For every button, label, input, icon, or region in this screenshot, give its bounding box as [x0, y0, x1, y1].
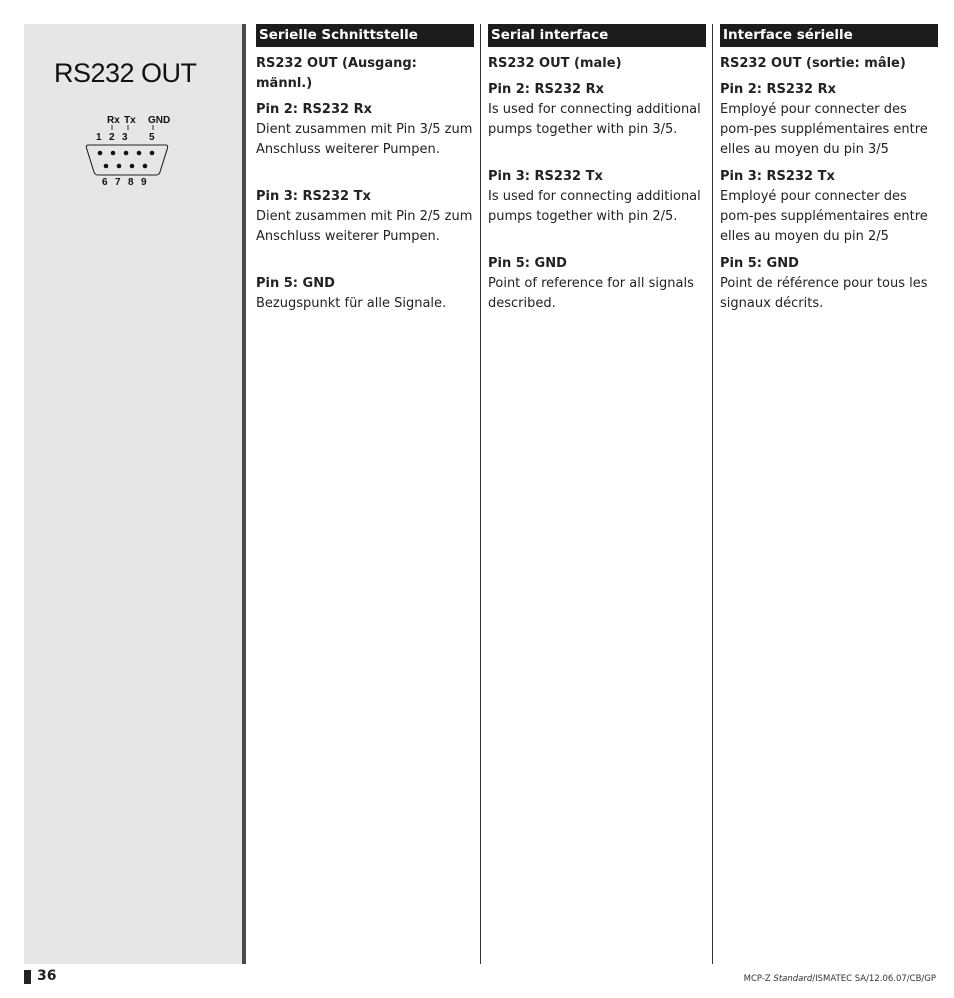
- page-marker: [24, 970, 31, 984]
- pin-dot: [137, 151, 142, 156]
- pin5-title: Pin 5: GND: [488, 256, 567, 271]
- column-header: Serial interface: [488, 24, 706, 47]
- pin-dot: [117, 164, 122, 169]
- column-subtitle: RS232 OUT (male): [488, 56, 622, 71]
- column-subtitle: RS232 OUT (Ausgang: männl.): [256, 56, 417, 91]
- pin-label-6: 6: [102, 177, 108, 188]
- label-rx: Rx: [107, 115, 120, 126]
- pin-label-8: 8: [128, 177, 134, 188]
- pin2-title: Pin 2: RS232 Rx: [488, 82, 604, 97]
- pin5-title: Pin 5: GND: [256, 276, 335, 291]
- pin-label-2: 2: [109, 132, 115, 143]
- pin5-title: Pin 5: GND: [720, 256, 799, 271]
- column-german: [256, 24, 474, 314]
- pin3-text: Employé pour connecter des pom-pes supplémentaires entre elles au moyen du pin 2/5: [720, 189, 928, 244]
- pin5-text: Point de référence pour tous les signaux décrits.: [720, 276, 928, 311]
- pin-label-1: 1: [96, 132, 102, 143]
- pin-dot: [111, 151, 116, 156]
- pin-dot: [150, 151, 155, 156]
- pin-dot: [124, 151, 129, 156]
- doc-ref-italic: Standard: [773, 974, 813, 984]
- db9-connector-icon: [80, 112, 172, 188]
- pin3-title: Pin 3: RS232 Tx: [256, 189, 371, 204]
- pin-label-7: 7: [115, 177, 121, 188]
- pin-dot: [98, 151, 103, 156]
- column-header: Interface sérielle: [720, 24, 938, 47]
- pin-dot: [104, 164, 109, 169]
- pin-label-3: 3: [122, 132, 128, 143]
- page-number: 36: [37, 968, 57, 984]
- pin2-text: Is used for connecting additional pumps together with pin 3/5.: [488, 102, 701, 137]
- column-header: Serielle Schnittstelle: [256, 24, 474, 47]
- pin2-title: Pin 2: RS232 Rx: [720, 82, 836, 97]
- column-subtitle: RS232 OUT (sortie: mâle): [720, 56, 906, 71]
- pin5-text: Bezugspunkt für alle Signale.: [256, 296, 447, 311]
- section-title: RS232 OUT: [54, 58, 197, 88]
- pin3-text: Dient zusammen mit Pin 2/5 zum Anschluss weiterer Pumpen.: [256, 209, 473, 244]
- sidebar-divider: [242, 24, 246, 964]
- pin2-title: Pin 2: RS232 Rx: [256, 102, 372, 117]
- pin3-title: Pin 3: RS232 Tx: [488, 169, 603, 184]
- label-tx: Tx: [124, 115, 136, 126]
- pin-dot: [130, 164, 135, 169]
- column-english: [488, 24, 706, 314]
- pin-dot: [143, 164, 148, 169]
- column-divider: [480, 24, 481, 964]
- column-divider: [712, 24, 713, 964]
- pin2-text: Employé pour connecter des pom-pes supplémentaires entre elles au moyen du pin 3/5: [720, 102, 928, 157]
- column-french: [720, 24, 938, 314]
- pin-label-5: 5: [149, 132, 155, 143]
- pin5-text: Point of reference for all signals described.: [488, 276, 694, 311]
- connector-shell: [86, 145, 167, 175]
- pin3-title: Pin 3: RS232 Tx: [720, 169, 835, 184]
- document-reference: [744, 974, 936, 984]
- pin-label-9: 9: [141, 177, 147, 188]
- pin3-text: Is used for connecting additional pumps together with pin 2/5.: [488, 189, 701, 224]
- label-gnd: GND: [148, 115, 171, 126]
- doc-ref-suffix: /ISMATEC SA/12.06.07/CB/GP: [812, 974, 936, 984]
- pin2-text: Dient zusammen mit Pin 3/5 zum Anschluss weiterer Pumpen.: [256, 122, 473, 157]
- doc-ref-prefix: MCP-Z: [743, 974, 774, 984]
